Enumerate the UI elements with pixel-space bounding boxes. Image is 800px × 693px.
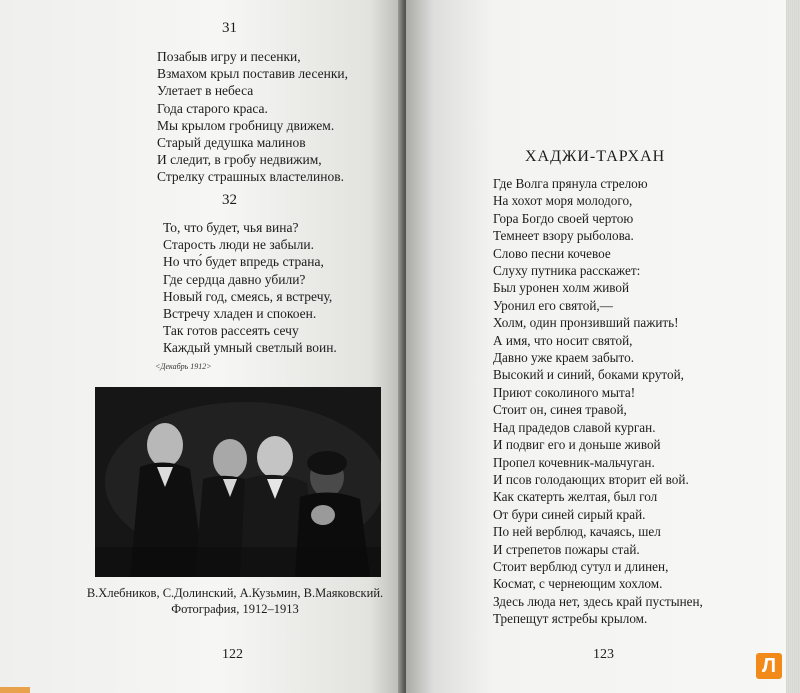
poem-32-line: Старость люди не забыли. bbox=[163, 237, 314, 253]
hadji-tarkhan-line: По ней верблюд, качаясь, шел bbox=[493, 524, 661, 540]
photograph-figures bbox=[95, 387, 381, 577]
poem-32-verse bbox=[163, 219, 337, 357]
hadji-tarkhan-line: На хохот моря молодого, bbox=[493, 193, 633, 209]
page-edges bbox=[786, 0, 800, 693]
poem-31-line: Мы крылом гробницу движем. bbox=[157, 117, 335, 133]
hadji-tarkhan-line: Где Волга прянула стрелою bbox=[493, 176, 648, 191]
hadji-tarkhan-line: Темнеет взору рыболова. bbox=[493, 228, 634, 244]
poem-32-line: То, что будет, чья вина? bbox=[163, 220, 299, 235]
poem-31-line: Взмахом крыл поставив лесенки, bbox=[157, 66, 349, 82]
hadji-tarkhan-line: От бури синей сирый край. bbox=[493, 506, 646, 522]
poem-32-number: 32 bbox=[222, 192, 237, 208]
hadji-tarkhan-line: И псов голодающих вторит ей вой. bbox=[493, 471, 689, 487]
hadji-tarkhan-line: Уронил его святой,— bbox=[493, 297, 613, 313]
hadji-tarkhan-line: Был уронен холм живой bbox=[493, 280, 630, 296]
poem-31-line: Года старого краса. bbox=[157, 100, 268, 116]
hadji-tarkhan-line: Слуху путника расскажет: bbox=[493, 263, 641, 279]
page-number-left: 122 bbox=[222, 647, 243, 662]
hadji-tarkhan-line: Слово песни кочевое bbox=[493, 245, 611, 261]
poem-31-line: И следит, в гробу недвижим, bbox=[157, 152, 322, 168]
hadji-tarkhan-line: Пропел кочевник-мальчуган. bbox=[493, 454, 655, 470]
group-photograph bbox=[95, 387, 381, 577]
hadji-tarkhan-line: Космат, с чернеющим хохлом. bbox=[493, 576, 663, 592]
hadji-tarkhan-line: Стоит верблюд сутул и длинен, bbox=[493, 558, 669, 574]
poem-31-line: Улетает в небеса bbox=[157, 83, 254, 99]
poem-32-line: Новый год, смеясь, я встречу, bbox=[163, 288, 333, 304]
poem-31-verse bbox=[157, 48, 348, 186]
hadji-tarkhan-line: Стоит он, синея травой, bbox=[493, 402, 627, 418]
photo-caption-names: В.Хлебников, С.Долинский, А.Кузьмин, В.Маяковский. bbox=[86, 586, 384, 600]
poem-32-line: Каждый умный светлый воин. bbox=[163, 340, 337, 356]
hadji-tarkhan-line: А имя, что носит святой, bbox=[493, 332, 633, 348]
hadji-tarkhan-line: Давно уже краем забыто. bbox=[493, 350, 634, 366]
poem-31-line: Старый дедушка малинов bbox=[157, 135, 306, 151]
hadji-tarkhan-line: Над прадедов славой курган. bbox=[493, 419, 656, 435]
poem-31-number: 31 bbox=[222, 20, 237, 36]
poem-31-line: Стрелку страшных властелинов. bbox=[157, 169, 344, 185]
hadji-tarkhan-line: Холм, один пронзивший пажить! bbox=[493, 315, 679, 331]
hadji-tarkhan-line: Приют соколиного мыта! bbox=[493, 384, 636, 400]
hadji-tarkhan-line: Трепещут ястребы крылом. bbox=[493, 611, 648, 627]
hadji-tarkhan-line: И стрепетов пожары стай. bbox=[493, 541, 640, 557]
hadji-tarkhan-line: Гора Богдо своей чертою bbox=[493, 210, 634, 226]
orange-page-tab bbox=[0, 687, 30, 693]
livelib-logo-icon: Л bbox=[756, 653, 782, 679]
poem-title: ХАДЖИ-ТАРХАН bbox=[525, 148, 666, 165]
poem-32-line: Где сердца давно убили? bbox=[163, 271, 306, 287]
hadji-tarkhan-line: Здесь люда нет, здесь край пустынен, bbox=[493, 593, 703, 609]
hadji-tarkhan-line: И подвиг его и доньше живой bbox=[493, 437, 661, 453]
poem-32-line: Встречу хладен и спокоен. bbox=[163, 306, 317, 322]
page-number-right: 123 bbox=[593, 647, 614, 662]
hadji-tarkhan-verse bbox=[493, 175, 703, 628]
hadji-tarkhan-line: Как скатерть желтая, был гол bbox=[493, 489, 658, 505]
poem-32-line: Но что́ будет впредь страна, bbox=[163, 254, 324, 270]
photo-caption-date: Фотография, 1912–1913 bbox=[171, 602, 299, 616]
hadji-tarkhan-line: Высокий и синий, боками крутой, bbox=[493, 367, 684, 383]
poem-32-line: Так готов рассеять сечу bbox=[163, 323, 299, 339]
poem-31-line: Позабыв игру и песенки, bbox=[157, 49, 301, 64]
poem-32-date: <Декабрь 1912> bbox=[155, 362, 212, 371]
